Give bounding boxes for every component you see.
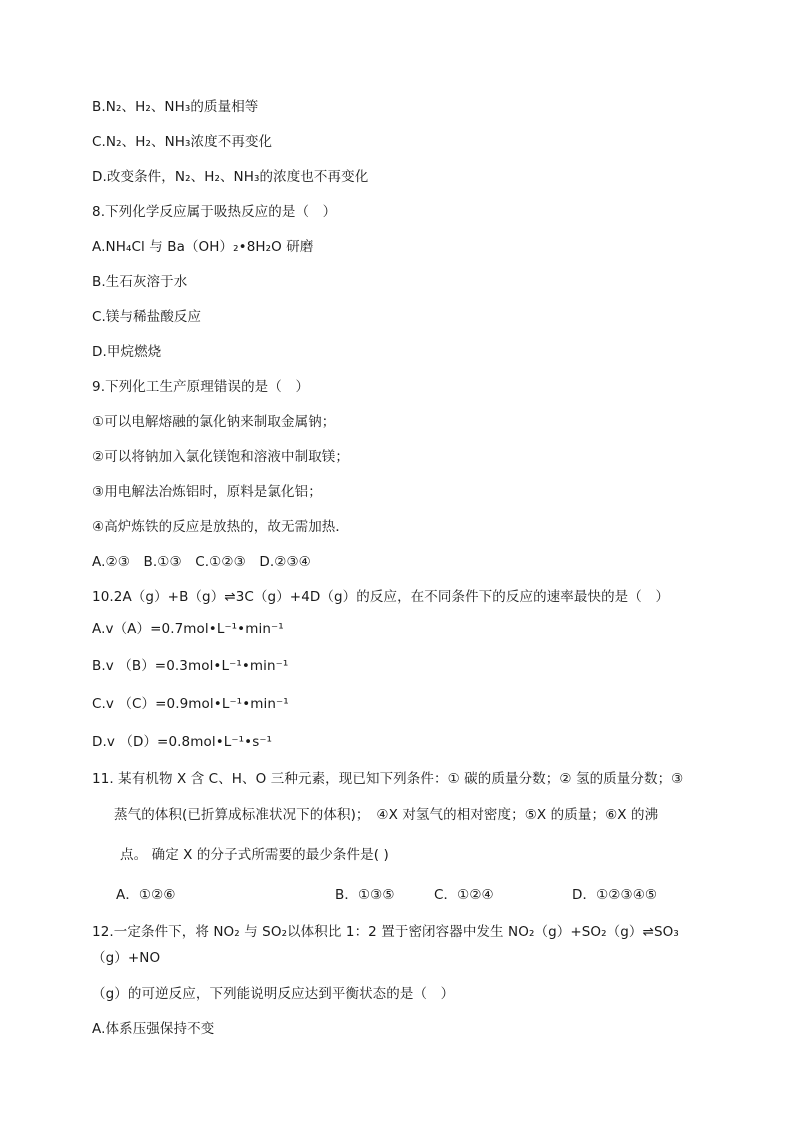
q7-option-b: B.N₂、H₂、NH₃的质量相等: [92, 99, 259, 115]
q9-options: A.②③ B.①③ C.①②③ D.②③④: [92, 554, 311, 570]
q11-stem-line-3: 点。 确定 X 的分子式所需要的最少条件是( ): [120, 847, 389, 863]
q11-option-a: A．①②⑥: [116, 887, 176, 903]
q11-option-d: D．①②③④⑤: [572, 887, 658, 903]
q12-stem-line-1: 12.一定条件下，将 NO₂ 与 SO₂以体积比 1：2 置于密闭容器中发生 NO₂（g）+SO₂（g）⇌SO₃: [92, 924, 679, 940]
q10-option-c: C.v （C）=0.9mol•L⁻¹•min⁻¹: [92, 696, 289, 712]
q8-option-a: A.NH₄Cl 与 Ba（OH）₂•8H₂O 研磨: [92, 239, 314, 255]
q7-option-c: C.N₂、H₂、NH₃浓度不再变化: [92, 134, 273, 150]
q12-stem-line-2: （g）+NO: [92, 950, 161, 966]
q9-statement-2: ②可以将钠加入氯化镁饱和溶液中制取镁；: [92, 449, 350, 465]
q7-option-d: D.改变条件，N₂、H₂、NH₃的浓度也不再变化: [92, 169, 369, 185]
q10-option-d: D.v （D）=0.8mol•L⁻¹•s⁻¹: [92, 734, 273, 750]
q9-statement-4: ④高炉炼铁的反应是放热的，故无需加热．: [92, 519, 350, 535]
q8-option-c: C.镁与稀盐酸反应: [92, 309, 202, 325]
q8-stem: 8.下列化学反应属于吸热反应的是（ ）: [92, 204, 337, 220]
q11-option-c: C．①②④: [434, 887, 494, 903]
q10-stem: 10.2A（g）+B（g）⇌3C（g）+4D（g）的反应，在不同条件下的反应的速率最快的是（ ）: [92, 589, 670, 605]
q10-option-a: A.v（A）=0.7mol•L⁻¹•min⁻¹: [92, 621, 284, 637]
q9-statement-3: ③用电解法冶炼铝时，原料是氯化铝；: [92, 484, 322, 500]
q9-statement-1: ①可以电解熔融的氯化钠来制取金属钠；: [92, 414, 336, 430]
q11-option-b: B．①③⑤: [335, 887, 395, 903]
q12-stem-line-3: （g）的可逆反应，下列能说明反应达到平衡状态的是（ ）: [92, 986, 455, 1002]
q12-option-a: A.体系压强保持不变: [92, 1021, 215, 1037]
q9-stem: 9.下列化工生产原理错误的是（ ）: [92, 379, 310, 395]
q8-option-d: D.甲烷燃烧: [92, 344, 162, 360]
q11-stem-line-2: 蒸气的体积(已折算成标准状况下的体积)； ④X 对氢气的相对密度；⑤X 的质量；⑥X 的沸: [114, 807, 659, 823]
q10-option-b: B.v （B）=0.3mol•L⁻¹•min⁻¹: [92, 658, 289, 674]
q8-option-b: B.生石灰溶于水: [92, 274, 188, 290]
q11-stem-line-1: 11. 某有机物 X 含 C、H、O 三种元素，现已知下列条件：① 碳的质量分数；② 氢的质量分数；③: [92, 771, 684, 787]
